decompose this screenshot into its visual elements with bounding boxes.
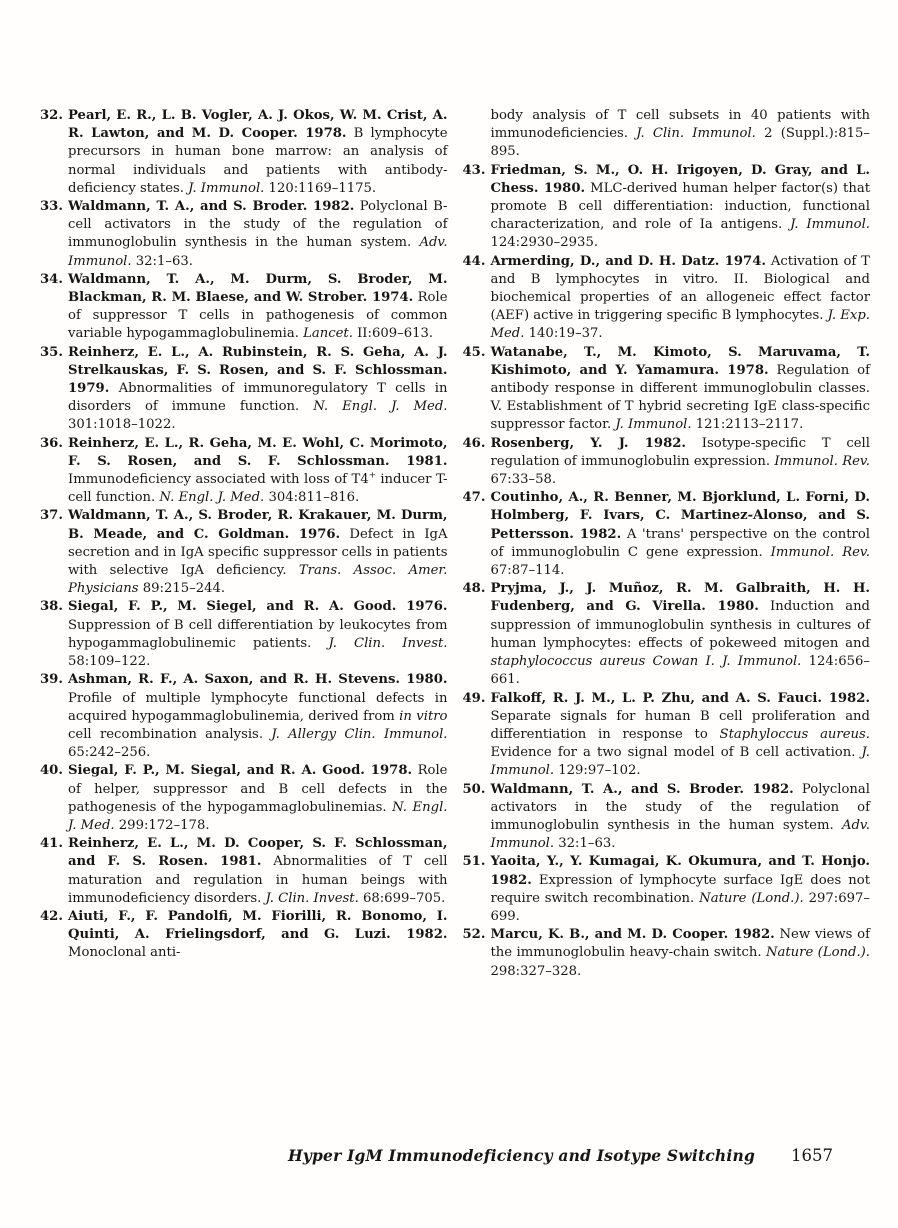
reference-text: Pearl, E. R., L. B. Vogler, A. J. Okos, W. M. Crist, A. R. Lawton, and M. D. Cooper. 1978. — [68, 108, 448, 142]
reference-entry — [40, 908, 448, 963]
reference-text: Role of suppressor T cells in pathogenesis of common variable hypogammaglobulinemia. — [68, 290, 448, 342]
reference-text: N. Engl. J. Med. — [159, 490, 265, 506]
reference-text: Siegal, F. P., M. Siegel, and R. A. Good. 1976. — [68, 599, 448, 615]
reference-text: 298:327–328. — [490, 963, 582, 979]
reference-number: 36. — [40, 435, 63, 451]
reference-text: 58:109–122. — [68, 654, 151, 670]
reference-number: 42. — [40, 908, 63, 924]
reference-text: Reinherz, E. L., M. D. Cooper, S. F. Schlossman, and F. S. Rosen. 1981. — [68, 836, 448, 870]
reference-number: 45. — [462, 344, 486, 360]
reference-text: Armerding, D., and D. H. Datz. 1974. — [490, 253, 766, 269]
reference-entry — [40, 835, 448, 908]
reference-text: Monoclonal anti- — [68, 945, 181, 961]
reference-entry — [463, 580, 871, 689]
reference-text: 120:1169–1175. — [264, 180, 377, 196]
reference-text: Coutinho, A., R. Benner, M. Bjorklund, L. Forni, D. Holmberg, F. Ivars, C. Martinez-Alonso, and S. Pettersson. 1982. — [490, 490, 870, 542]
reference-text: Abnormalities of T cell maturation and regulation in human beings with immunodeficiency disorders. — [68, 854, 448, 906]
reference-text: + — [368, 470, 376, 481]
reference-text: Evidence for a two signal model of B cell activation. — [490, 745, 862, 761]
running-title: Hyper IgM Immunodeficiency and Isotype Switching — [287, 1146, 755, 1165]
reference-text: Siegal, F. P., M. Siegal, and R. A. Good. 1978. — [68, 763, 413, 779]
reference-text: 129:97–102. — [554, 763, 641, 779]
reference-number: 38. — [40, 599, 63, 615]
reference-text: J. Clin. Invest. — [328, 635, 448, 651]
reference-text: body analysis of T cell subsets in 40 patients with immunodeficiencies. — [490, 108, 870, 142]
reference-number: 37. — [40, 508, 63, 524]
reference-number: 46. — [462, 435, 486, 451]
reference-text: J. Immunol. — [722, 654, 802, 670]
reference-text: Aiuti, F., F. Pandolfi, M. Fiorilli, R. Bonomo, I. Quinti, A. Frielingsdorf, and G. Luzi. 1982. — [68, 908, 448, 943]
reference-text: New views of the immunoglobulin heavy-chain switch. — [490, 927, 870, 961]
page-number: 1657 — [791, 1146, 833, 1165]
reference-entry — [463, 781, 871, 854]
reference-text: J. Immunol. — [490, 745, 870, 779]
reference-text: 32:1–63. — [554, 836, 616, 852]
reference-text: MLC-derived human helper factor(s) that promote B cell differentiation: induction, functional characterization, and role of Ia antigens. — [490, 180, 871, 233]
reference-text: Expression of lymphocyte surface IgE does not require switch recombination. — [490, 872, 870, 906]
reference-text: Immunodeficiency associated with loss of T4 — [68, 472, 369, 488]
reference-text: 124:656–661. — [490, 654, 870, 688]
reference-text: Polyclonal activators in the study of the regulation of immunoglobulin synthesis in the human system. — [490, 781, 870, 833]
reference-entry — [463, 690, 871, 781]
reference-entry — [40, 762, 448, 835]
reference-text: Induction and suppression of immunoglobulin synthesis in cultures of human lymphocytes: effects of pokeweed mitogen and — [490, 599, 870, 651]
reference-entry — [463, 344, 871, 435]
reference-text: Nature (Lond.). — [765, 945, 870, 961]
reference-number: 35. — [40, 344, 63, 360]
reference-text: Rosenberg, Y. J. 1982. — [490, 435, 687, 451]
reference-text: Pryjma, J., J. Muñoz, R. M. Galbraith, H. H. Fudenberg, and G. Virella. 1980. — [490, 581, 870, 615]
reference-text: cell recombination analysis. — [68, 726, 272, 742]
reference-entry — [40, 344, 448, 435]
references-left-column — [40, 107, 448, 981]
reference-text: Friedman, S. M., O. H. Irigoyen, D. Gray, and L. Chess. 1980. — [490, 162, 870, 196]
reference-text: Defect in IgA secretion and in IgA specific suppressor cells in patients with selective IgA deficiency. — [68, 526, 448, 579]
reference-text: Separate signals for human B cell proliferation and differentiation in response to — [490, 708, 870, 742]
reference-entry — [463, 435, 871, 490]
reference-text: Isotype-specific T cell regulation of immunoglobulin expression. — [490, 435, 870, 469]
reference-text: Waldmann, T. A., and S. Broder. 1982. — [490, 781, 794, 797]
reference-text: 301:1018–1022. — [68, 417, 176, 433]
reference-number: 50. — [462, 781, 486, 797]
reference-text: Staphyloccus aureus. — [719, 726, 870, 742]
reference-entry — [40, 435, 448, 508]
page-footer — [0, 1146, 833, 1165]
reference-text: 121:2113–2117. — [691, 417, 804, 433]
reference-text: 299:172–178. — [114, 817, 210, 833]
reference-text: J. Exp. Med. — [490, 308, 870, 342]
reference-text: II:609–613. — [352, 326, 434, 342]
reference-text: Abnormalities of immunoregulatory T cells in disorders of immune function. — [68, 381, 448, 415]
reference-entry — [463, 162, 871, 253]
reference-text: Regulation of antibody response in different immunoglobulin classes. V. Establishment of T hybrid secreting IgE class-specific suppressor factor. — [490, 362, 870, 433]
reference-text: J. Allergy Clin. Immunol. — [271, 726, 448, 742]
reference-entry — [40, 671, 448, 762]
reference-number: 43. — [462, 162, 486, 178]
reference-number: 39. — [40, 672, 63, 688]
reference-text: inducer T-cell function. — [68, 472, 448, 506]
reference-text: N. Engl. J. Med. — [68, 799, 448, 833]
reference-entry — [463, 489, 871, 580]
reference-text: J. Immunol. — [188, 180, 265, 196]
reference-number: 41. — [40, 836, 63, 852]
reference-text: Suppression of B cell differentiation by leukocytes from hypogammaglobulinemic patients. — [68, 617, 448, 651]
reference-number: 40. — [40, 763, 63, 779]
reference-text: Nature (Lond.). — [699, 890, 804, 906]
reference-number: 52. — [462, 927, 486, 943]
reference-entry — [40, 598, 448, 671]
reference-text: Watanabe, T., M. Kimoto, S. Maruvama, T. Kishimoto, and Y. Yamamura. 1978. — [490, 344, 870, 378]
reference-text: 89:215–244. — [138, 581, 226, 597]
reference-text: Adv. Immunol. — [68, 235, 448, 269]
reference-entry — [463, 253, 871, 344]
reference-text: Waldmann, T. A., S. Broder, R. Krakauer, M. Durm, B. Meade, and C. Goldman. 1976. — [68, 508, 448, 542]
reference-text: Reinherz, E. L., A. Rubinstein, R. S. Geha, A. J. Strelkauskas, F. S. Rosen, and S. F. Schlossman. 1979. — [68, 344, 448, 397]
reference-number: 32. — [40, 108, 63, 123]
reference-text: Immunol. Rev. — [774, 453, 870, 469]
reference-entry — [40, 507, 448, 598]
reference-text: Profile of multiple lymphocyte functional defects in acquired hypogammaglobulinemia, derived from — [68, 690, 448, 724]
references-section — [40, 107, 870, 981]
reference-text: 68:699–705. — [358, 890, 446, 906]
reference-entry — [40, 198, 448, 271]
reference-text: J. Clin. Immunol. — [636, 126, 756, 142]
reference-text: B lymphocyte precursors in human bone marrow: an analysis of normal individuals and patients with antibody-deficiency states. — [68, 126, 448, 196]
reference-number: 44. — [462, 253, 486, 269]
reference-text: Adv. Immunol. — [490, 817, 870, 852]
reference-text: J. Clin. Invest. — [265, 890, 359, 906]
reference-text: Ashman, R. F., A. Saxon, and R. H. Stevens. 1980. — [68, 672, 448, 688]
reference-text: Polyclonal B-cell activators in the study of the regulation of immunoglobulin synthesis in the human system. — [68, 199, 448, 251]
reference-entry — [40, 107, 448, 198]
reference-text: Yaoita, Y., Y. Kumagai, K. Okumura, and T. Honjo. 1982. — [490, 854, 870, 888]
reference-text: Falkoff, R. J. M., L. P. Zhu, and A. S. Fauci. 1982. — [490, 690, 870, 706]
reference-text: 65:242–256. — [68, 745, 151, 761]
reference-number: 34. — [40, 271, 63, 287]
reference-text: Trans. Assoc. Amer. Physicians — [68, 563, 448, 597]
reference-entry — [463, 926, 871, 981]
reference-text: J. Immunol. — [615, 417, 692, 433]
reference-entry — [40, 271, 448, 344]
reference-number: 49. — [462, 690, 486, 706]
reference-text: Role of helper, suppressor and B cell defects in the pathogenesis of the hypogammaglobulinemias. — [68, 763, 448, 815]
reference-text: Waldmann, T. A., M. Durm, S. Broder, M. Blackman, R. M. Blaese, and W. Strober. 1974. — [68, 271, 448, 306]
reference-text: 2 (Suppl.):815–895. — [490, 126, 871, 160]
reference-text: Reinherz, E. L., R. Geha, M. E. Wohl, C. Morimoto, F. S. Rosen, and S. F. Schlossman. 1981. — [68, 435, 448, 469]
reference-text: 67:87–114. — [490, 563, 565, 579]
reference-number: 48. — [462, 581, 486, 597]
reference-text: 140:19–37. — [524, 326, 603, 342]
reference-text: J. Immunol. — [790, 217, 870, 233]
reference-text: 67:33–58. — [490, 472, 557, 488]
reference-text: 32:1–63. — [131, 253, 193, 269]
reference-text: Immunol. Rev. — [770, 544, 871, 560]
reference-text: 124:2930–2935. — [490, 235, 599, 251]
reference-text: N. Engl. J. Med. — [313, 399, 448, 415]
reference-entry — [463, 853, 871, 926]
references-right-column — [463, 107, 871, 981]
reference-text: in vitro — [399, 708, 448, 724]
reference-text: Marcu, K. B., and M. D. Cooper. 1982. — [490, 927, 775, 943]
reference-text: Lancet. — [303, 326, 353, 342]
reference-number: 33. — [40, 199, 63, 215]
reference-text: 304:811–816. — [264, 490, 360, 506]
reference-text: Waldmann, T. A., and S. Broder. 1982. — [68, 199, 355, 215]
reference-text: Activation of T and B lymphocytes in vitro. II. Biological and biochemical properties of an allogeneic effect factor (AEF) active in triggering specific B lymphocytes. — [490, 253, 870, 324]
reference-entry-continuation — [463, 107, 871, 162]
reference-number: 47. — [462, 490, 486, 506]
reference-text: staphylococcus aureus Cowan I. — [490, 654, 715, 670]
reference-number: 51. — [462, 854, 486, 870]
reference-text: 297:697–699. — [490, 890, 870, 924]
reference-text: A 'trans' perspective on the control of immunoglobulin C gene expression. — [490, 526, 871, 560]
